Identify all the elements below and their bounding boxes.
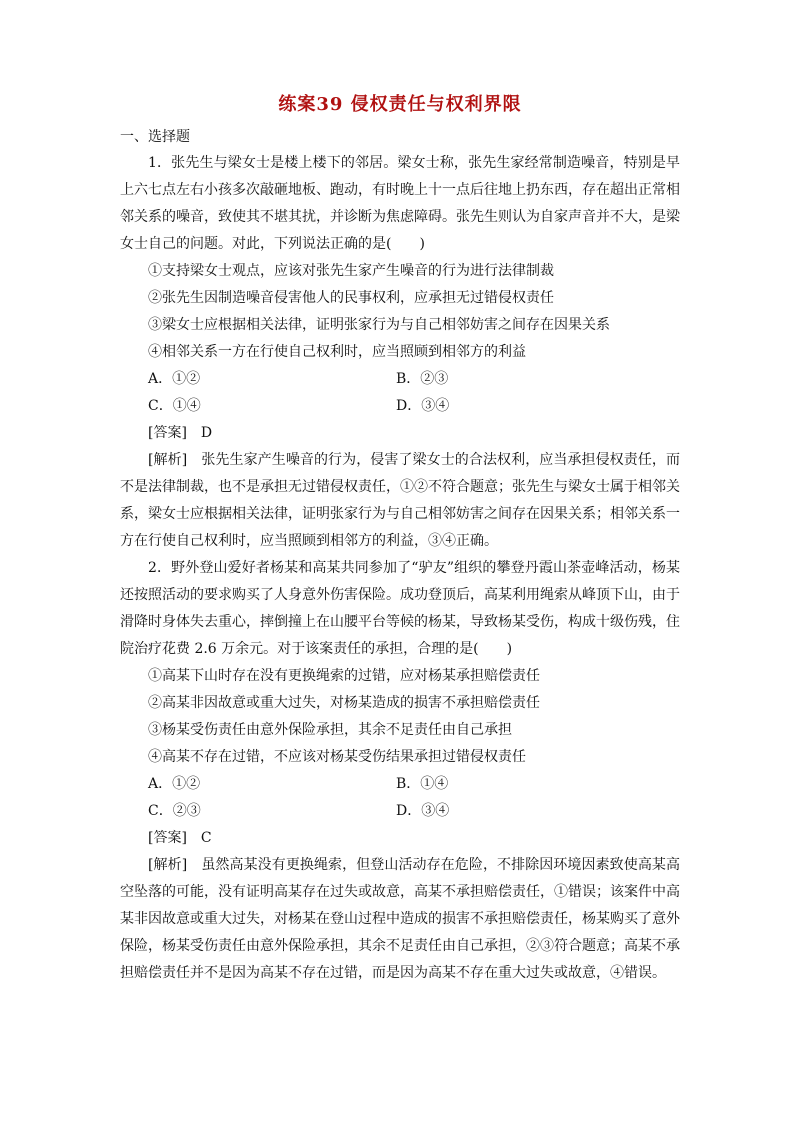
question-2 [120,555,680,987]
answer-choices [148,366,680,420]
statement-item: ①高某下山时存在没有更换绳索的过错，应对杨某承担赔偿责任 [148,668,540,684]
answer-choices [148,771,680,825]
answer-line: [答案] D [148,425,213,441]
choice-b: B．①④ [396,776,449,792]
analysis-paragraph: [解析] 虽然高某没有更换绳索，但登山活动存在危险，不排除因环境因素致使高某高空坠落的可能，没有证明高某存在过失或故意，高某不承担赔偿责任，①错误；该案件中高某非因故意或重大过失，对杨某在登山过程中造成的损害不承担赔偿责任，杨某购买了意外保险，杨某受伤责任由意外保险承担，其余不足责任由自己承担，②③符合题意；高某不承担赔偿责任并不是因为高某不存在过错，而是因为高某不存在重大过失或故意，④错误。 [120,857,680,981]
choice-a: A．①② [148,776,201,792]
statement-item: ②张先生因制造噪音侵害他人的民事权利，应承担无过错侵权责任 [148,290,554,306]
choice-d: D．③④ [396,398,450,414]
answer-line: [答案] C [148,830,212,846]
choice-a: A．①② [148,371,201,387]
question-stem: 1．张先生与梁女士是楼上楼下的邻居。梁女士称，张先生家经常制造噪音，特别是早上六七点左右小孩多次敲砸地板、跑动，有时晚上十一点后往地上扔东西，存在超出正常相邻关系的噪音，致使其不堪其扰，并诊断为焦虑障碍。张先生则认为自家声音并不大，是梁女士自己的问题。对此，下列说法正确的是( ) [120,155,680,252]
statement-item: ③杨某受伤责任由意外保险承担，其余不足责任由自己承担 [148,722,512,738]
document-page [120,92,680,987]
statement-item: ①支持梁女士观点，应该对张先生家产生噪音的行为进行法律制裁 [148,263,554,279]
statement-item: ②高某非因故意或重大过失，对杨某造成的损害不承担赔偿责任 [148,695,540,711]
choice-d: D．③④ [396,803,450,819]
statement-item: ④相邻关系一方在行使自己权利时，应当照顾到相邻方的利益 [148,344,526,360]
section-heading: 一、选择题 [120,129,190,145]
choice-c: C．①④ [148,398,201,414]
page-title: 练案39 侵权责任与权利界限 [278,94,522,115]
question-stem: 2．野外登山爱好者杨某和高某共同参加了“驴友”组织的攀登丹霞山茶壶峰活动，杨某还按照活动的要求购买了人身意外伤害保险。成功登顶后，高某利用绳索从峰顶下山，由于滑降时身体失去重心，摔倒撞上在山腰平台等候的杨某，导致杨某受伤，构成十级伤残，住院治疗花费 2.6 万余元。对于该案责任的承担，合理的是( ) [120,560,680,657]
choice-c: C．②③ [148,803,201,819]
statement-item: ④高某不存在过错，不应该对杨某受伤结果承担过错侵权责任 [148,749,526,765]
question-1 [120,150,680,555]
analysis-paragraph: [解析] 张先生家产生噪音的行为，侵害了梁女士的合法权利，应当承担侵权责任，而不是法律制裁，也不是承担无过错侵权责任，①②不符合题意；张先生与梁女士属于相邻关系，梁女士应根据相关法律，证明张家行为与自己相邻妨害之间存在因果关系；相邻关系一方在行使自己权利时，应当照顾到相邻方的利益，③④正确。 [120,452,680,549]
statement-item: ③梁女士应根据相关法律，证明张家行为与自己相邻妨害之间存在因果关系 [148,317,610,333]
choice-b: B．②③ [396,371,449,387]
